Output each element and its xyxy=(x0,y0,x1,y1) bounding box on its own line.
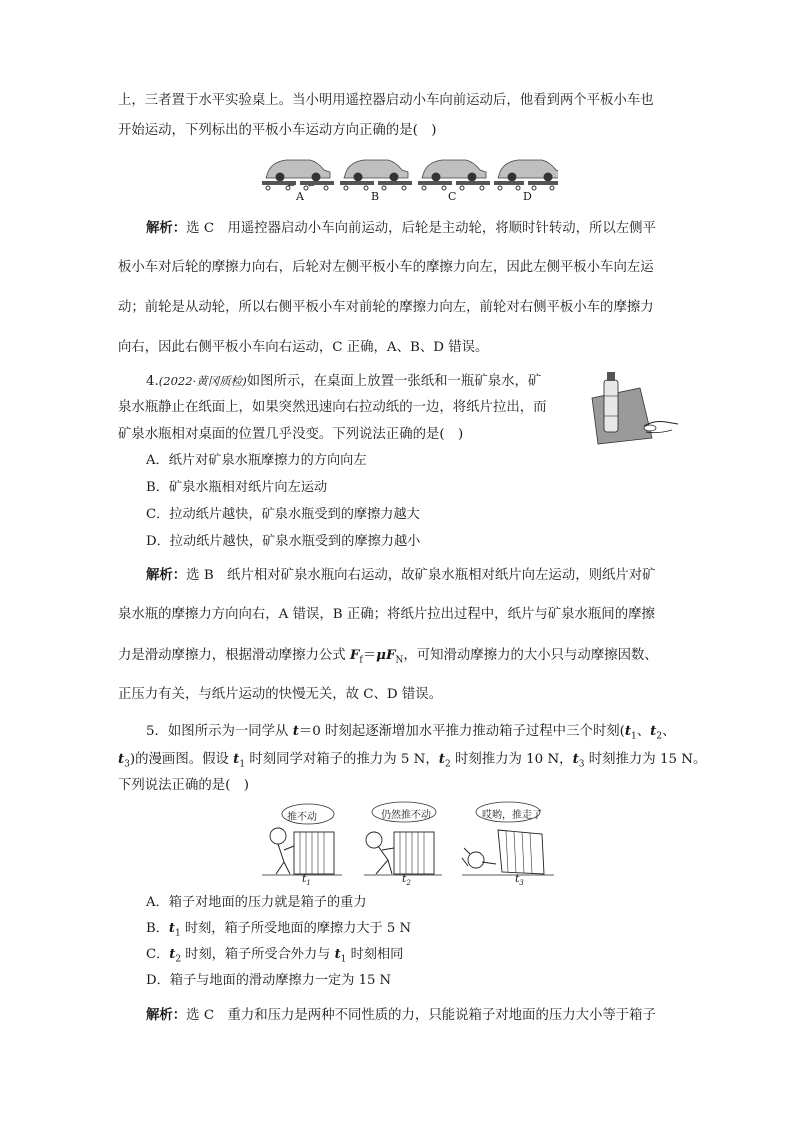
q5-option-c: C．$t_2$ 时刻，箱子所受合外力与 $t_1$ 时刻相同 xyxy=(146,947,404,965)
fig-label-c: C xyxy=(448,190,457,203)
q5-line-3: 下列说法正确的是( ) xyxy=(118,778,249,793)
analysis-text: 选 C 重力和压力是两种不同性质的力，只能说箱子对地面的压力大小等于箱子 xyxy=(186,1008,656,1023)
car-b xyxy=(340,160,412,190)
analysis-text: 选 C 用遥控器启动小车向前运动，后轮是主动轮，将顺时针转动，所以左侧平 xyxy=(186,221,656,236)
fig-label-d: D xyxy=(523,190,532,203)
q5-analysis-1 xyxy=(146,1006,656,1025)
q4-analysis-2: 泉水瓶的摩擦力方向向右，A 错误，B 正确；将纸片拉出过程中，纸片与矿泉水瓶间的摩擦 xyxy=(118,607,655,622)
q5-l2-sub3: 3 xyxy=(578,759,585,770)
q5-text-e: 时刻推力为 10 N， xyxy=(450,752,573,767)
q4-analysis-4: 正压力有关，与纸片运动的快慢无关，故 C、D 错误。 xyxy=(118,687,443,702)
q5-sep1: 、 xyxy=(636,724,651,739)
q5-text-f: 时刻推力为 15 N。 xyxy=(584,752,707,767)
formula-f-sub: f xyxy=(359,655,363,666)
fig-label-t1: $t_1$ xyxy=(302,872,311,888)
q4-option-d: D．拉动纸片越快，矿泉水瓶受到的摩擦力越小 xyxy=(146,534,421,549)
q4-option-b: B．矿泉水瓶相对纸片向左运动 xyxy=(146,480,328,495)
q5-option-b: B．$t_1$ 时刻，箱子所受地面的摩擦力大于 5 N xyxy=(146,921,412,939)
q5-l2-t1: t xyxy=(233,751,240,767)
formula-mu: μ xyxy=(376,647,386,663)
q4-analysis-3 xyxy=(118,646,658,670)
fig-label-b: B xyxy=(371,190,380,203)
q5-option-d: D．箱子与地面的滑动摩擦力一定为 15 N xyxy=(146,973,392,988)
q5-t1: t xyxy=(624,723,632,739)
q4-source: (2022·黄冈质检) xyxy=(158,374,247,388)
q4-bottle-figure xyxy=(588,368,682,446)
q5-text-b: ＝0 时刻起逐渐增加水平推力推动箱子过程中三个时刻( xyxy=(298,724,625,739)
bubble-t2: 仍然推不动 xyxy=(381,810,431,821)
analysis-text: 选 B 纸片相对矿泉水瓶向右运动，故矿泉水瓶相对纸片向左运动，则纸片对矿 xyxy=(186,568,656,583)
fig-label-t3: $t_3$ xyxy=(515,872,524,888)
q3-analysis-3: 动；前轮是从动轮，所以右侧平板小车对前轮的摩擦力向左，前轮对右侧平板小车的摩擦力 xyxy=(118,300,654,315)
bubble-t1: 推不动 xyxy=(287,812,317,823)
q5-l2-t2: t xyxy=(438,751,445,767)
formula-eq: ＝ xyxy=(362,648,377,663)
q5-option-a: A．箱子对地面的压力就是箱子的重力 xyxy=(146,895,367,910)
q4-line-3: 矿泉水瓶相对桌面的位置几乎没变。下列说法正确的是( ) xyxy=(118,427,464,442)
formula-f: F xyxy=(349,647,360,663)
q4-line-1 xyxy=(146,372,541,391)
car-c xyxy=(418,160,490,190)
bubble-t3: 哎哟，推走了 xyxy=(482,810,542,821)
q5-l2-t3: t xyxy=(572,751,579,767)
fig-label-t2: $t_2$ xyxy=(402,872,411,888)
q4-text: 如图所示，在桌面上放置一张纸和一瓶矿泉水，矿 xyxy=(246,374,542,389)
q5-text-a: 5．如图所示为一同学从 xyxy=(146,724,293,739)
q5-text-d: 时刻同学对箱子的推力为 5 N， xyxy=(245,752,439,767)
formula-fn: F xyxy=(385,647,396,663)
q5-line-2 xyxy=(118,750,706,774)
formula-prefix: 力是滑动摩擦力，根据滑动摩擦力公式 xyxy=(118,648,350,663)
q5-sub3: 3 xyxy=(124,759,130,770)
q3-analysis-1 xyxy=(146,219,656,238)
q5-l2-sub2: 2 xyxy=(444,759,451,770)
q5-text-c: )的漫画图。假设 xyxy=(129,752,234,767)
q4-line-2: 泉水瓶静止在纸面上，如果突然迅速向右拉动纸的一边，将纸片拉出，而 xyxy=(118,400,547,415)
q3-line-1: 上，三者置于水平实验桌上。当小明用遥控器启动小车向前运动后，他看到两个平板小车也 xyxy=(118,93,654,108)
q3-analysis-2: 板小车对后轮的摩擦力向右，后轮对左侧平板小车的摩擦力向左，因此左侧平板小车向左运 xyxy=(118,260,654,275)
formula-n-sub: N xyxy=(395,655,404,666)
q5-t2: t xyxy=(650,723,657,739)
svg-text:←: ← xyxy=(288,181,295,190)
q4-number: 4. xyxy=(146,374,159,389)
q3-line-2: 开始运动，下列标出的平板小车运动方向正确的是( ) xyxy=(118,123,437,138)
fig-label-a: A xyxy=(296,190,304,203)
q5-t: t xyxy=(292,723,299,739)
formula-suffix: ，可知滑动摩擦力的大小只与动摩擦因数、 xyxy=(403,648,658,663)
q5-t3: t xyxy=(118,751,125,767)
q5-sep2: 、 xyxy=(662,724,676,739)
svg-text:←: ← xyxy=(308,181,315,190)
q3-analysis-4: 向右，因此右侧平板小车向右运动，C 正确，A、B、D 错误。 xyxy=(118,340,489,355)
q4-option-a: A．纸片对矿泉水瓶摩擦力的方向向左 xyxy=(146,453,367,468)
car-d xyxy=(494,160,558,190)
q4-option-c: C．拉动纸片越快，矿泉水瓶受到的摩擦力越大 xyxy=(146,507,420,522)
analysis-label: 解析： xyxy=(146,220,187,236)
q4-analysis-1 xyxy=(146,566,656,585)
analysis-label: 解析： xyxy=(146,567,187,583)
q5-sub1: 1 xyxy=(631,731,637,742)
q5-l2-sub1: 1 xyxy=(239,759,246,770)
car-a xyxy=(262,160,334,190)
q5-line-1 xyxy=(146,722,675,746)
q5-sub2: 2 xyxy=(656,731,663,742)
analysis-label: 解析： xyxy=(146,1007,187,1023)
